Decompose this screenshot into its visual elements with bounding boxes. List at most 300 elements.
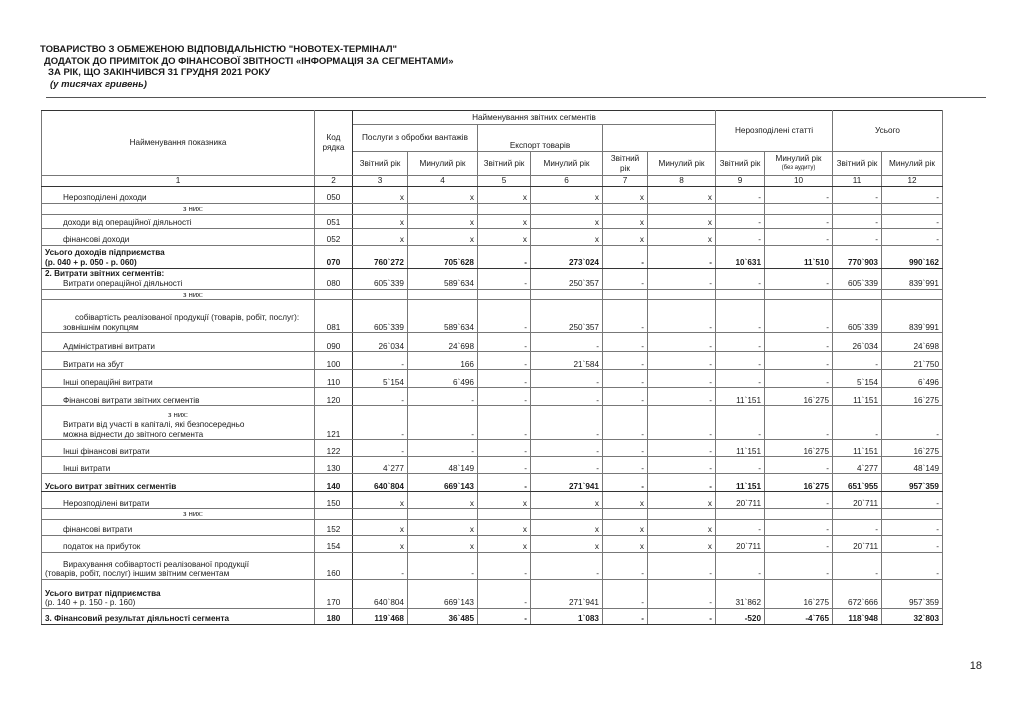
row-code: 110 — [315, 370, 353, 388]
row-label-line: (р. 040 + р. 050 - р. 060) — [45, 258, 137, 267]
row-label-line: (р. 140 + р. 150 - р. 160) — [45, 598, 136, 608]
value-cell: 20`711 — [716, 535, 765, 552]
value-cell: 605`339 — [833, 268, 882, 289]
value-cell: - — [882, 214, 943, 228]
row-label — [42, 352, 315, 370]
value-cell: 26`034 — [833, 333, 882, 352]
value-cell: 5`154 — [833, 370, 882, 388]
value-cell: x — [408, 492, 478, 509]
value-cell: - — [882, 406, 943, 440]
column-number: 4 — [408, 176, 478, 187]
table-row — [42, 406, 943, 440]
table-row — [42, 352, 943, 370]
value-cell: - — [408, 406, 478, 440]
value-cell: 5`154 — [353, 370, 408, 388]
row-label-line: з них: — [183, 204, 203, 213]
value-cell: - — [478, 474, 531, 492]
segment-cargo-header: Послуги з обробки вантажів — [353, 125, 478, 152]
value-cell: 11`151 — [833, 388, 882, 406]
value-cell: 250`357 — [531, 268, 603, 289]
value-cell: x — [603, 228, 648, 245]
value-cell: 589`634 — [408, 268, 478, 289]
row-label — [42, 552, 315, 579]
row-label — [42, 509, 315, 520]
row-label-line: Інші фінансові витрати — [63, 446, 150, 456]
row-code — [315, 289, 353, 300]
value-cell: - — [603, 440, 648, 457]
value-cell: -520 — [716, 608, 765, 624]
value-cell: 760`272 — [353, 245, 408, 268]
value-cell: 48`149 — [882, 457, 943, 474]
column-number: 9 — [716, 176, 765, 187]
column-number: 3 — [353, 176, 408, 187]
value-cell: 651`955 — [833, 474, 882, 492]
value-cell: x — [408, 519, 478, 535]
value-cell: - — [531, 440, 603, 457]
value-cell: 26`034 — [353, 333, 408, 352]
value-cell: x — [648, 228, 716, 245]
row-label — [42, 214, 315, 228]
current-year-header: Звітний рік — [716, 152, 765, 176]
value-cell: 640`804 — [353, 579, 408, 608]
value-cell — [353, 289, 408, 300]
row-label-line: Вирахування собівартості реалізованої продукції — [63, 559, 249, 569]
value-cell: - — [765, 268, 833, 289]
column-number: 8 — [648, 176, 716, 187]
value-cell: 957`359 — [882, 474, 943, 492]
value-cell — [833, 289, 882, 300]
row-code: 070 — [315, 245, 353, 268]
value-cell: - — [603, 245, 648, 268]
value-cell: - — [765, 492, 833, 509]
table-row — [42, 268, 943, 289]
previous-year-header: Минулий рік — [408, 152, 478, 176]
value-cell: 839`991 — [882, 300, 943, 333]
value-cell: x — [353, 228, 408, 245]
value-cell: 640`804 — [353, 474, 408, 492]
value-cell: 271`941 — [531, 579, 603, 608]
row-code: 080 — [315, 268, 353, 289]
row-label-line: Усього витрат підприємства — [45, 588, 161, 598]
row-code: 100 — [315, 352, 353, 370]
row-label — [42, 608, 315, 624]
value-cell: 11`510 — [765, 245, 833, 268]
row-label — [42, 440, 315, 457]
value-cell: - — [603, 333, 648, 352]
value-cell: - — [648, 245, 716, 268]
value-cell — [833, 509, 882, 520]
value-cell — [531, 289, 603, 300]
value-cell: - — [478, 333, 531, 352]
value-cell: 6`496 — [882, 370, 943, 388]
value-cell — [603, 509, 648, 520]
value-cell: 20`711 — [716, 492, 765, 509]
value-cell: x — [531, 492, 603, 509]
value-cell: x — [353, 492, 408, 509]
column-number: 2 — [315, 176, 353, 187]
value-cell: - — [478, 608, 531, 624]
row-code: 052 — [315, 228, 353, 245]
row-code: 152 — [315, 519, 353, 535]
value-cell — [833, 204, 882, 215]
value-cell: x — [603, 519, 648, 535]
value-cell: - — [882, 187, 943, 204]
column-number: 1 — [42, 176, 315, 187]
value-cell: - — [716, 187, 765, 204]
value-cell: x — [648, 214, 716, 228]
header-divider — [46, 97, 986, 98]
value-cell: - — [478, 388, 531, 406]
row-label — [42, 187, 315, 204]
value-cell: 20`711 — [833, 492, 882, 509]
value-cell: - — [531, 333, 603, 352]
value-cell: 24`698 — [408, 333, 478, 352]
row-label-line: фінансові витрати — [63, 525, 133, 535]
value-cell: 31`862 — [716, 579, 765, 608]
table-row — [42, 519, 943, 535]
value-cell: 16`275 — [765, 579, 833, 608]
value-cell — [408, 204, 478, 215]
value-cell: - — [716, 268, 765, 289]
value-cell: - — [716, 370, 765, 388]
value-cell: - — [648, 268, 716, 289]
table-row — [42, 535, 943, 552]
row-label-line: Адміністративні витрати — [63, 341, 156, 351]
value-cell: - — [531, 370, 603, 388]
value-cell: 16`275 — [765, 474, 833, 492]
value-cell: 589`634 — [408, 300, 478, 333]
row-label-line: можна віднести до звітного сегмента — [63, 429, 204, 439]
value-cell: 24`698 — [882, 333, 943, 352]
value-cell: 16`275 — [765, 440, 833, 457]
value-cell: x — [603, 535, 648, 552]
row-label-line: Витрати від участі в капіталі, які безпосередньо — [63, 420, 245, 429]
value-cell: - — [478, 268, 531, 289]
segment-table — [41, 110, 943, 625]
value-cell: - — [833, 552, 882, 579]
row-label — [42, 370, 315, 388]
row-label-line: (товарів, робіт, послуг) іншим звітним сегментам — [45, 569, 230, 579]
row-label — [42, 406, 315, 440]
table-row — [42, 333, 943, 352]
value-cell: 4`277 — [353, 457, 408, 474]
row-code: 121 — [315, 406, 353, 440]
value-cell: 32`803 — [882, 608, 943, 624]
value-cell: - — [648, 440, 716, 457]
value-cell: - — [765, 214, 833, 228]
unallocated-header: Нерозподілені статті — [716, 111, 833, 152]
column-number: 5 — [478, 176, 531, 187]
row-code: 050 — [315, 187, 353, 204]
value-cell: - — [882, 228, 943, 245]
value-cell — [603, 204, 648, 215]
value-cell: 839`991 — [882, 268, 943, 289]
value-cell — [765, 509, 833, 520]
value-cell: x — [531, 187, 603, 204]
value-cell: - — [716, 406, 765, 440]
value-cell: 20`711 — [833, 535, 882, 552]
column-number: 12 — [882, 176, 943, 187]
table-row — [42, 579, 943, 608]
value-cell: 21`584 — [531, 352, 603, 370]
row-label — [42, 579, 315, 608]
value-cell: 250`357 — [531, 300, 603, 333]
row-label-line: податок на прибуток — [63, 542, 141, 552]
value-cell — [882, 509, 943, 520]
value-cell: - — [833, 214, 882, 228]
value-cell: - — [603, 406, 648, 440]
value-cell: - — [765, 370, 833, 388]
row-label-line: Нерозподілені доходи — [63, 193, 147, 203]
value-cell: - — [765, 187, 833, 204]
value-cell: x — [408, 228, 478, 245]
value-cell: x — [478, 187, 531, 204]
value-cell — [408, 289, 478, 300]
value-cell: 11`151 — [716, 440, 765, 457]
value-cell: - — [765, 406, 833, 440]
table-row — [42, 552, 943, 579]
row-code: 154 — [315, 535, 353, 552]
row-label — [42, 333, 315, 352]
value-cell — [478, 289, 531, 300]
value-cell: - — [648, 457, 716, 474]
value-cell: - — [765, 333, 833, 352]
value-cell: - — [716, 552, 765, 579]
value-cell: 605`339 — [353, 268, 408, 289]
value-cell: x — [478, 519, 531, 535]
value-cell: - — [603, 474, 648, 492]
table-row — [42, 492, 943, 509]
units-note: (у тисячах гривень) — [50, 78, 147, 90]
value-cell: 705`628 — [408, 245, 478, 268]
value-cell: - — [716, 457, 765, 474]
value-cell: - — [882, 492, 943, 509]
value-cell: - — [716, 333, 765, 352]
value-cell: 672`666 — [833, 579, 882, 608]
value-cell: - — [531, 406, 603, 440]
row-label — [42, 204, 315, 215]
row-code: 150 — [315, 492, 353, 509]
value-cell: x — [648, 535, 716, 552]
row-label — [42, 228, 315, 245]
value-cell: - — [716, 519, 765, 535]
value-cell: - — [648, 388, 716, 406]
page-number: 18 — [969, 660, 982, 672]
value-cell: 605`339 — [833, 300, 882, 333]
previous-year-header: Минулий рік — [531, 152, 603, 176]
row-label-line: Нерозподілені витрати — [63, 498, 150, 508]
value-cell: 770`903 — [833, 245, 882, 268]
table-row — [42, 440, 943, 457]
column-number: 11 — [833, 176, 882, 187]
value-cell: - — [603, 608, 648, 624]
company-name: ТОВАРИСТВО З ОБМЕЖЕНОЮ ВІДПОВІДАЛЬНІСТЮ "НОВОТЕХ-ТЕРМІНАЛ" — [40, 44, 398, 55]
value-cell: - — [603, 457, 648, 474]
row-code: 160 — [315, 552, 353, 579]
row-code: 170 — [315, 579, 353, 608]
value-cell — [716, 289, 765, 300]
value-cell — [648, 509, 716, 520]
value-cell: - — [882, 519, 943, 535]
value-cell: - — [603, 352, 648, 370]
value-cell: - — [765, 228, 833, 245]
value-cell: x — [531, 214, 603, 228]
value-cell — [531, 204, 603, 215]
value-cell: - — [648, 370, 716, 388]
value-cell: - — [716, 214, 765, 228]
current-year-header: Звітний рік — [833, 152, 882, 176]
current-year-header: Звітний рік — [478, 152, 531, 176]
value-cell: - — [478, 406, 531, 440]
table-row — [42, 608, 943, 624]
value-cell: 48`149 — [408, 457, 478, 474]
row-code: 120 — [315, 388, 353, 406]
value-cell — [531, 509, 603, 520]
value-cell: - — [833, 352, 882, 370]
row-code: 081 — [315, 300, 353, 333]
value-cell — [765, 204, 833, 215]
value-cell: - — [603, 370, 648, 388]
row-label — [42, 474, 315, 492]
value-cell: - — [478, 370, 531, 388]
value-cell: - — [603, 268, 648, 289]
value-cell: x — [531, 535, 603, 552]
row-label — [42, 519, 315, 535]
report-subtitle: ДОДАТОК ДО ПРИМІТОК ДО ФІНАНСОВОЇ ЗВІТНОСТІ «ІНФОРМАЦІЯ ЗА СЕГМЕНТАМИ» — [44, 55, 454, 67]
value-cell: -4`765 — [765, 608, 833, 624]
value-cell: - — [531, 388, 603, 406]
value-cell — [716, 509, 765, 520]
indicator-column-header: Найменування показника — [42, 111, 315, 176]
value-cell — [716, 204, 765, 215]
table-row — [42, 457, 943, 474]
current-year-header: Звітний рік — [353, 152, 408, 176]
value-cell: - — [353, 440, 408, 457]
column-number: 7 — [603, 176, 648, 187]
previous-year-header: Минулий рік — [648, 152, 716, 176]
value-cell: x — [478, 214, 531, 228]
table-row — [42, 204, 943, 215]
value-cell: - — [478, 579, 531, 608]
value-cell: - — [648, 608, 716, 624]
value-cell: 1`083 — [531, 608, 603, 624]
value-cell: - — [833, 187, 882, 204]
current-year-header: Звітний рік — [603, 152, 648, 176]
table-row — [42, 245, 943, 268]
value-cell: - — [716, 228, 765, 245]
row-label-line: Усього доходів підприємства — [45, 248, 165, 258]
row-label-line: Витрати операційної діяльності — [63, 279, 183, 288]
value-cell: x — [353, 214, 408, 228]
value-cell: - — [765, 457, 833, 474]
value-cell: 16`275 — [765, 388, 833, 406]
value-cell — [478, 204, 531, 215]
value-cell: 119`468 — [353, 608, 408, 624]
value-cell — [353, 509, 408, 520]
value-cell: - — [408, 552, 478, 579]
value-cell: x — [408, 535, 478, 552]
value-cell: 605`339 — [353, 300, 408, 333]
value-cell: x — [353, 535, 408, 552]
value-cell: - — [882, 552, 943, 579]
value-cell: - — [648, 474, 716, 492]
table-row — [42, 187, 943, 204]
value-cell: x — [353, 187, 408, 204]
value-cell — [765, 289, 833, 300]
value-cell: 11`151 — [716, 474, 765, 492]
value-cell — [882, 204, 943, 215]
row-label-line: доходи від операційної діяльності — [63, 218, 192, 227]
row-label — [42, 300, 315, 333]
value-cell: 166 — [408, 352, 478, 370]
value-cell: - — [408, 440, 478, 457]
value-cell: - — [478, 552, 531, 579]
value-cell: - — [765, 300, 833, 333]
row-code — [315, 509, 353, 520]
value-cell: - — [833, 228, 882, 245]
value-cell: - — [765, 519, 833, 535]
value-cell: - — [648, 352, 716, 370]
value-cell: x — [603, 492, 648, 509]
value-cell: - — [353, 552, 408, 579]
value-cell: - — [531, 552, 603, 579]
value-cell: - — [833, 406, 882, 440]
value-cell: - — [478, 245, 531, 268]
value-cell: - — [603, 388, 648, 406]
row-label-line: Інші операційні витрати — [63, 377, 153, 387]
row-code: 140 — [315, 474, 353, 492]
value-cell: 11`151 — [833, 440, 882, 457]
row-code: 180 — [315, 608, 353, 624]
value-cell: 21`750 — [882, 352, 943, 370]
row-code: 090 — [315, 333, 353, 352]
row-label-line: Витрати на збут — [63, 359, 124, 369]
value-cell: 273`024 — [531, 245, 603, 268]
value-cell: - — [648, 579, 716, 608]
row-label-line: з них: — [168, 410, 188, 420]
value-cell: x — [353, 519, 408, 535]
table-row — [42, 509, 943, 520]
previous-year-header: Минулий рік — [882, 152, 943, 176]
value-cell: - — [765, 552, 833, 579]
value-cell: x — [531, 228, 603, 245]
value-cell: - — [353, 352, 408, 370]
row-label — [42, 492, 315, 509]
row-label-line: Усього витрат звітних сегментів — [45, 481, 177, 491]
table-row — [42, 228, 943, 245]
row-label-line: 3. Фінансовий результат діяльності сегмента — [45, 614, 230, 624]
value-cell: - — [648, 333, 716, 352]
value-cell: 271`941 — [531, 474, 603, 492]
value-cell: 669`143 — [408, 474, 478, 492]
row-label-line: з них: — [183, 509, 203, 519]
value-cell: - — [833, 519, 882, 535]
row-label — [42, 245, 315, 268]
value-cell: - — [353, 406, 408, 440]
value-cell: 16`275 — [882, 388, 943, 406]
value-cell: x — [603, 187, 648, 204]
value-cell: - — [478, 300, 531, 333]
value-cell — [478, 509, 531, 520]
value-cell: 669`143 — [408, 579, 478, 608]
row-label — [42, 535, 315, 552]
value-cell: - — [353, 388, 408, 406]
value-cell: 4`277 — [833, 457, 882, 474]
row-label — [42, 388, 315, 406]
row-label-line: собівартість реалізованої продукції (товарів, робіт, послуг): — [75, 313, 300, 322]
table-row — [42, 300, 943, 333]
value-cell: - — [765, 352, 833, 370]
